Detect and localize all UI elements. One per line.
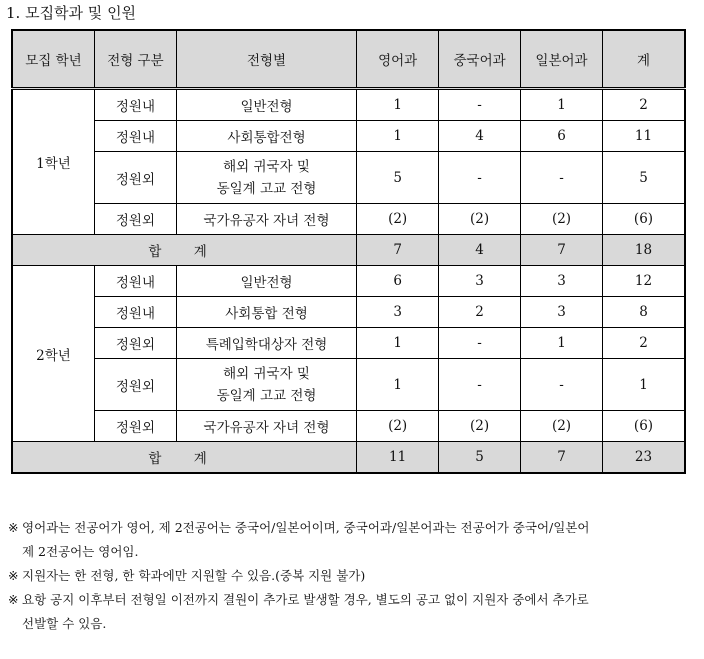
note-line: 요항 공지 이후부터 전형일 이전까지 결원이 추가로 발생할 경우, 별도의 공고 없이 지원자 중에서 추가로 (22, 592, 589, 607)
type-line: 해외 귀국자 및 (223, 365, 310, 382)
note-line: 제 2전공어는 영어임. (22, 544, 139, 559)
grade2-sum-row (12, 442, 685, 474)
admission-table (11, 29, 686, 474)
english-cell: 1 (357, 121, 439, 152)
header-chinese: 중국어과 (439, 30, 521, 89)
category-cell: 정원내 (94, 297, 176, 328)
table-row (12, 359, 685, 411)
type-cell: 일반전형 (176, 89, 356, 121)
sum-japanese: 7 (521, 442, 603, 474)
category-cell: 정원외 (94, 359, 176, 411)
note-line: 지원자는 한 전형, 한 학과에만 지원할 수 있음.(중복 지원 불가) (22, 568, 366, 583)
type-line: 동일계 고교 전형 (216, 387, 317, 404)
japanese-cell: 1 (521, 328, 603, 359)
note-line: 선발할 수 있음. (22, 616, 107, 631)
type-line: 해외 귀국자 및 (223, 158, 310, 175)
japanese-cell: 3 (521, 297, 603, 328)
table-row (12, 89, 685, 121)
chinese-cell: - (439, 152, 521, 204)
header-total: 계 (602, 30, 685, 89)
sum-english: 7 (357, 235, 439, 266)
header-type: 전형별 (176, 30, 356, 89)
note-line: 영어과는 전공어가 영어, 제 2전공어는 중국어/일본어이며, 중국어과/일본어과는 전공어가 중국어/일본어 (22, 520, 590, 535)
english-cell: (2) (357, 204, 439, 235)
header-japanese: 일본어과 (521, 30, 603, 89)
note-mark: ※ (8, 568, 19, 583)
total-cell: 5 (602, 152, 685, 204)
sum-label: 합 계 (12, 235, 357, 266)
note-mark: ※ (8, 520, 19, 535)
total-cell: 1 (602, 359, 685, 411)
table-row (12, 297, 685, 328)
sum-total: 23 (602, 442, 685, 474)
type-cell: 특례입학대상자 전형 (176, 328, 356, 359)
table-row (12, 328, 685, 359)
type-cell: 일반전형 (176, 266, 356, 297)
category-cell: 정원외 (94, 328, 176, 359)
note-item (8, 564, 698, 588)
sum-total: 18 (602, 235, 685, 266)
header-category: 전형 구분 (94, 30, 176, 89)
sum-chinese: 5 (439, 442, 521, 474)
type-cell: 사회통합 전형 (176, 297, 356, 328)
english-cell: 6 (357, 266, 439, 297)
section-title: 1. 모집학과 및 인원 (6, 4, 137, 22)
table-row (12, 411, 685, 442)
header-english: 영어과 (357, 30, 439, 89)
type-line: 동일계 고교 전형 (216, 180, 317, 197)
japanese-cell: 6 (521, 121, 603, 152)
chinese-cell: - (439, 89, 521, 121)
total-cell: 2 (602, 89, 685, 121)
category-cell: 정원외 (94, 204, 176, 235)
category-cell: 정원내 (94, 121, 176, 152)
total-cell: 2 (602, 328, 685, 359)
english-cell: 3 (357, 297, 439, 328)
type-cell (176, 359, 356, 411)
header-row (12, 30, 685, 89)
table-row (12, 121, 685, 152)
japanese-cell: 1 (521, 89, 603, 121)
total-cell: 11 (602, 121, 685, 152)
chinese-cell: - (439, 328, 521, 359)
type-cell: 국가유공자 자녀 전형 (176, 204, 356, 235)
grade1-label: 1학년 (12, 89, 94, 235)
table-row (12, 152, 685, 204)
english-cell: 1 (357, 89, 439, 121)
note-mark: ※ (8, 592, 19, 607)
english-cell: 5 (357, 152, 439, 204)
english-cell: 1 (357, 328, 439, 359)
notes (8, 516, 698, 636)
total-cell: 8 (602, 297, 685, 328)
japanese-cell: - (521, 359, 603, 411)
type-cell: 국가유공자 자녀 전형 (176, 411, 356, 442)
japanese-cell: - (521, 152, 603, 204)
category-cell: 정원내 (94, 89, 176, 121)
sum-label: 합 계 (12, 442, 357, 474)
table-row (12, 266, 685, 297)
chinese-cell: 4 (439, 121, 521, 152)
grade2-label: 2학년 (12, 266, 94, 442)
chinese-cell: (2) (439, 411, 521, 442)
note-item (8, 516, 698, 564)
japanese-cell: (2) (521, 204, 603, 235)
type-cell (176, 152, 356, 204)
total-cell: (6) (602, 411, 685, 442)
total-cell: (6) (602, 204, 685, 235)
category-cell: 정원외 (94, 152, 176, 204)
sum-chinese: 4 (439, 235, 521, 266)
grade1-sum-row (12, 235, 685, 266)
category-cell: 정원내 (94, 266, 176, 297)
japanese-cell: (2) (521, 411, 603, 442)
sum-japanese: 7 (521, 235, 603, 266)
english-cell: (2) (357, 411, 439, 442)
header-grade: 모집 학년 (12, 30, 94, 89)
chinese-cell: - (439, 359, 521, 411)
chinese-cell: 2 (439, 297, 521, 328)
chinese-cell: (2) (439, 204, 521, 235)
note-item (8, 588, 698, 636)
chinese-cell: 3 (439, 266, 521, 297)
english-cell: 1 (357, 359, 439, 411)
type-cell: 사회통합전형 (176, 121, 356, 152)
category-cell: 정원외 (94, 411, 176, 442)
japanese-cell: 3 (521, 266, 603, 297)
table-row (12, 204, 685, 235)
sum-english: 11 (357, 442, 439, 474)
total-cell: 12 (602, 266, 685, 297)
